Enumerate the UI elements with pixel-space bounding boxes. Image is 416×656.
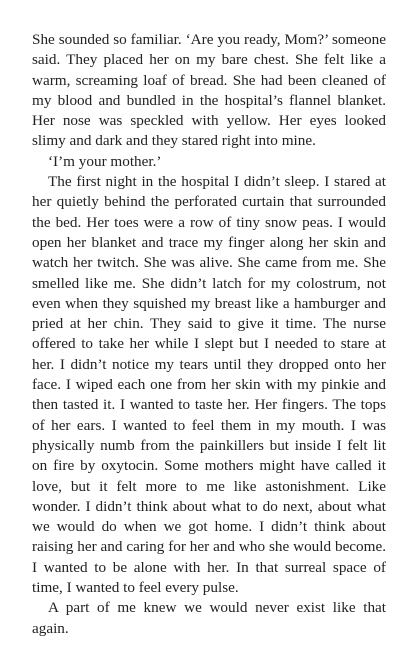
paragraph-3: The first night in the hospital I didn’t sleep. I stared at her quietly behind the perforated curtain that surrounded the bed. Her toes were a row of tiny snow peas. I would open her blanket and trace my finger along her skin and watch her twitch. She was alive. She came from me. She smelled like me. She didn’t latch for my colostrum, not even when they squished my breast like a hamburger and pried at her chin. They said to give it time. The nurse offered to take her while I slept but I needed to stare at her. I didn’t notice my tears until they dropped onto her face. I wiped each one from her skin with my pinkie and then tasted it. I wanted to taste her. Her fingers. The tops of her ears. I wanted to feel them in my mouth. I was physically numb from the painkillers but inside I felt lit on fire by oxytocin. Some mothers might have called it love, but it felt more to me like astonishment. Like wonder. I didn’t think about what to do next, about what we would do when we got home. I didn’t think about raising her and caring for her and who she would become. I wanted to be alone with her. In that surreal space of time, I wanted to feel every pulse. bbox=[32, 173, 386, 597]
paragraph-1: She sounded so familiar. ‘Are you ready, Mom?’ someone said. They placed her on my bare chest. She felt like a warm, screaming loaf of bread. She had been cleaned of my blood and bundled in the hospital’s flannel blanket. Her nose was speckled with yellow. Her eyes looked slimy and dark and they stared right into mine. bbox=[32, 31, 386, 150]
paragraph-2: ‘I’m your mother.’ bbox=[48, 152, 162, 170]
paragraph-4: A part of me knew we would never exist like that again. bbox=[32, 599, 386, 637]
body-text bbox=[32, 30, 386, 639]
